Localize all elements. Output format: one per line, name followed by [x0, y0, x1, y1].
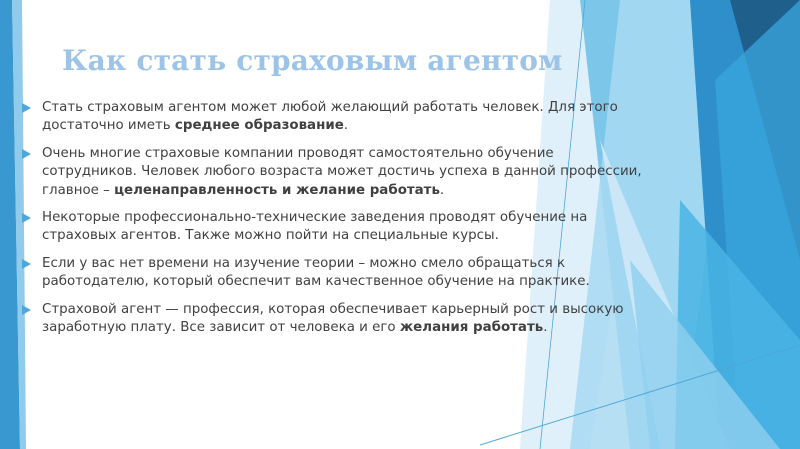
bullet-emphasis: среднее образование: [174, 118, 344, 134]
triangle-bullet-icon: [22, 305, 31, 315]
bullet-item: [22, 255, 642, 292]
triangle-bullet-icon: [22, 259, 31, 269]
bullet-text: Некоторые профессионально-технические заведения проводят обучение на страховых агентов. Также можно пойти на специальные курсы.: [42, 210, 588, 244]
bullet-text: Если у вас нет времени на изучение теории – можно смело обращаться к работодателю, который обеспечит вам качественное обучение на практике.: [42, 255, 590, 290]
bullet-item: [22, 145, 642, 200]
bullet-text-end: .: [439, 182, 445, 198]
bullet-text-end: .: [343, 118, 349, 134]
slide-title: Как стать страховым агентом: [62, 44, 563, 77]
triangle-bullet-icon: [22, 103, 31, 113]
triangle-bullet-icon: [22, 213, 31, 223]
bullet-item: [22, 99, 642, 136]
bullet-text-end: .: [543, 320, 548, 336]
triangle-bullet-icon: [22, 149, 31, 159]
bullet-item: [22, 301, 642, 338]
bullet-list: [22, 99, 642, 346]
bullet-text: Очень многие страховые компании проводят самостоятельно обучение сотрудников. Человек любого возраста может достичь успеха в данной профессии, главное –: [42, 145, 642, 198]
bullet-text: Стать страховым агентом может любой желающий работать человек. Для этого достаточно иметь: [42, 100, 618, 134]
bullet-item: [22, 209, 642, 246]
bullet-emphasis: целенаправленность и желание работать: [114, 182, 440, 198]
bullet-emphasis: желания работать: [399, 320, 544, 336]
bullet-text: Страховой агент — профессия, которая обеспечивает карьерный рост и высокую заработную плату. Все зависит от человека и его: [42, 301, 624, 336]
